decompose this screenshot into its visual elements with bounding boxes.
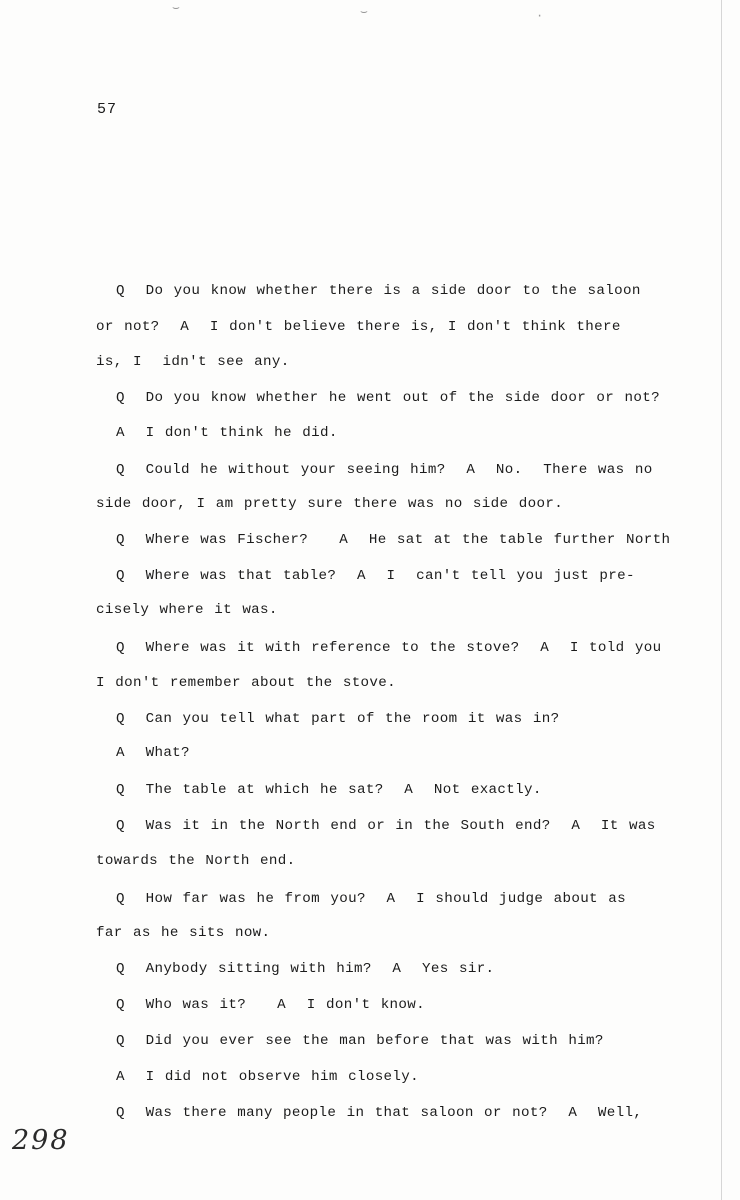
scan-mark: ⌣ — [360, 5, 368, 19]
scan-mark: · — [536, 9, 544, 23]
transcript-line: Q Do you know whether he went out of the side door or not? — [116, 390, 660, 406]
transcript-line: I don't remember about the stove. — [96, 675, 397, 691]
transcript-line: Q Could he without your seeing him? A No. There was no — [116, 462, 653, 478]
transcript-line: Q Was it in the North end or in the South end? A It was — [116, 818, 656, 834]
transcript-line: Q Anybody sitting with him? A Yes sir. — [116, 961, 495, 977]
transcript-line: side door, I am pretty sure there was no side door. — [96, 496, 564, 512]
page-edge-divider — [721, 0, 722, 1200]
transcript-line: A I don't think he did. — [116, 425, 338, 441]
transcript-line: Q Was there many people in that saloon or not? A Well, — [116, 1105, 643, 1121]
transcript-line: towards the North end. — [96, 853, 296, 869]
transcript-line: far as he sits now. — [96, 925, 271, 941]
page-number: 57 — [97, 101, 118, 118]
scan-mark: ⌣ — [172, 1, 180, 15]
transcript-line: or not? A I don't believe there is, I don't think there — [96, 319, 621, 335]
transcript-line: Q Do you know whether there is a side door to the saloon — [116, 283, 641, 299]
transcript-line: Q Where was it with reference to the stove? A I told you — [116, 640, 662, 656]
handwritten-page-note: 298 — [12, 1125, 70, 1156]
transcript-line: A I did not observe him closely. — [116, 1069, 420, 1085]
transcript-line: A What? — [116, 745, 190, 761]
transcript-line: Q The table at which he sat? A Not exactly. — [116, 782, 542, 798]
transcript-line: Q Did you ever see the man before that was with him? — [116, 1033, 604, 1049]
transcript-line: Q Who was it? A I don't know. — [116, 997, 426, 1013]
transcript-line: Q Can you tell what part of the room it was in? — [116, 711, 560, 727]
transcript-line: Q Where was that table? A I can't tell you just pre- — [116, 568, 635, 584]
transcript-line: Q How far was he from you? A I should judge about as — [116, 891, 627, 907]
transcript-line: is, I idn't see any. — [96, 354, 290, 370]
transcript-line: Q Where was Fischer? A He sat at the table further North — [116, 532, 671, 548]
transcript-line: cisely where it was. — [96, 602, 278, 618]
